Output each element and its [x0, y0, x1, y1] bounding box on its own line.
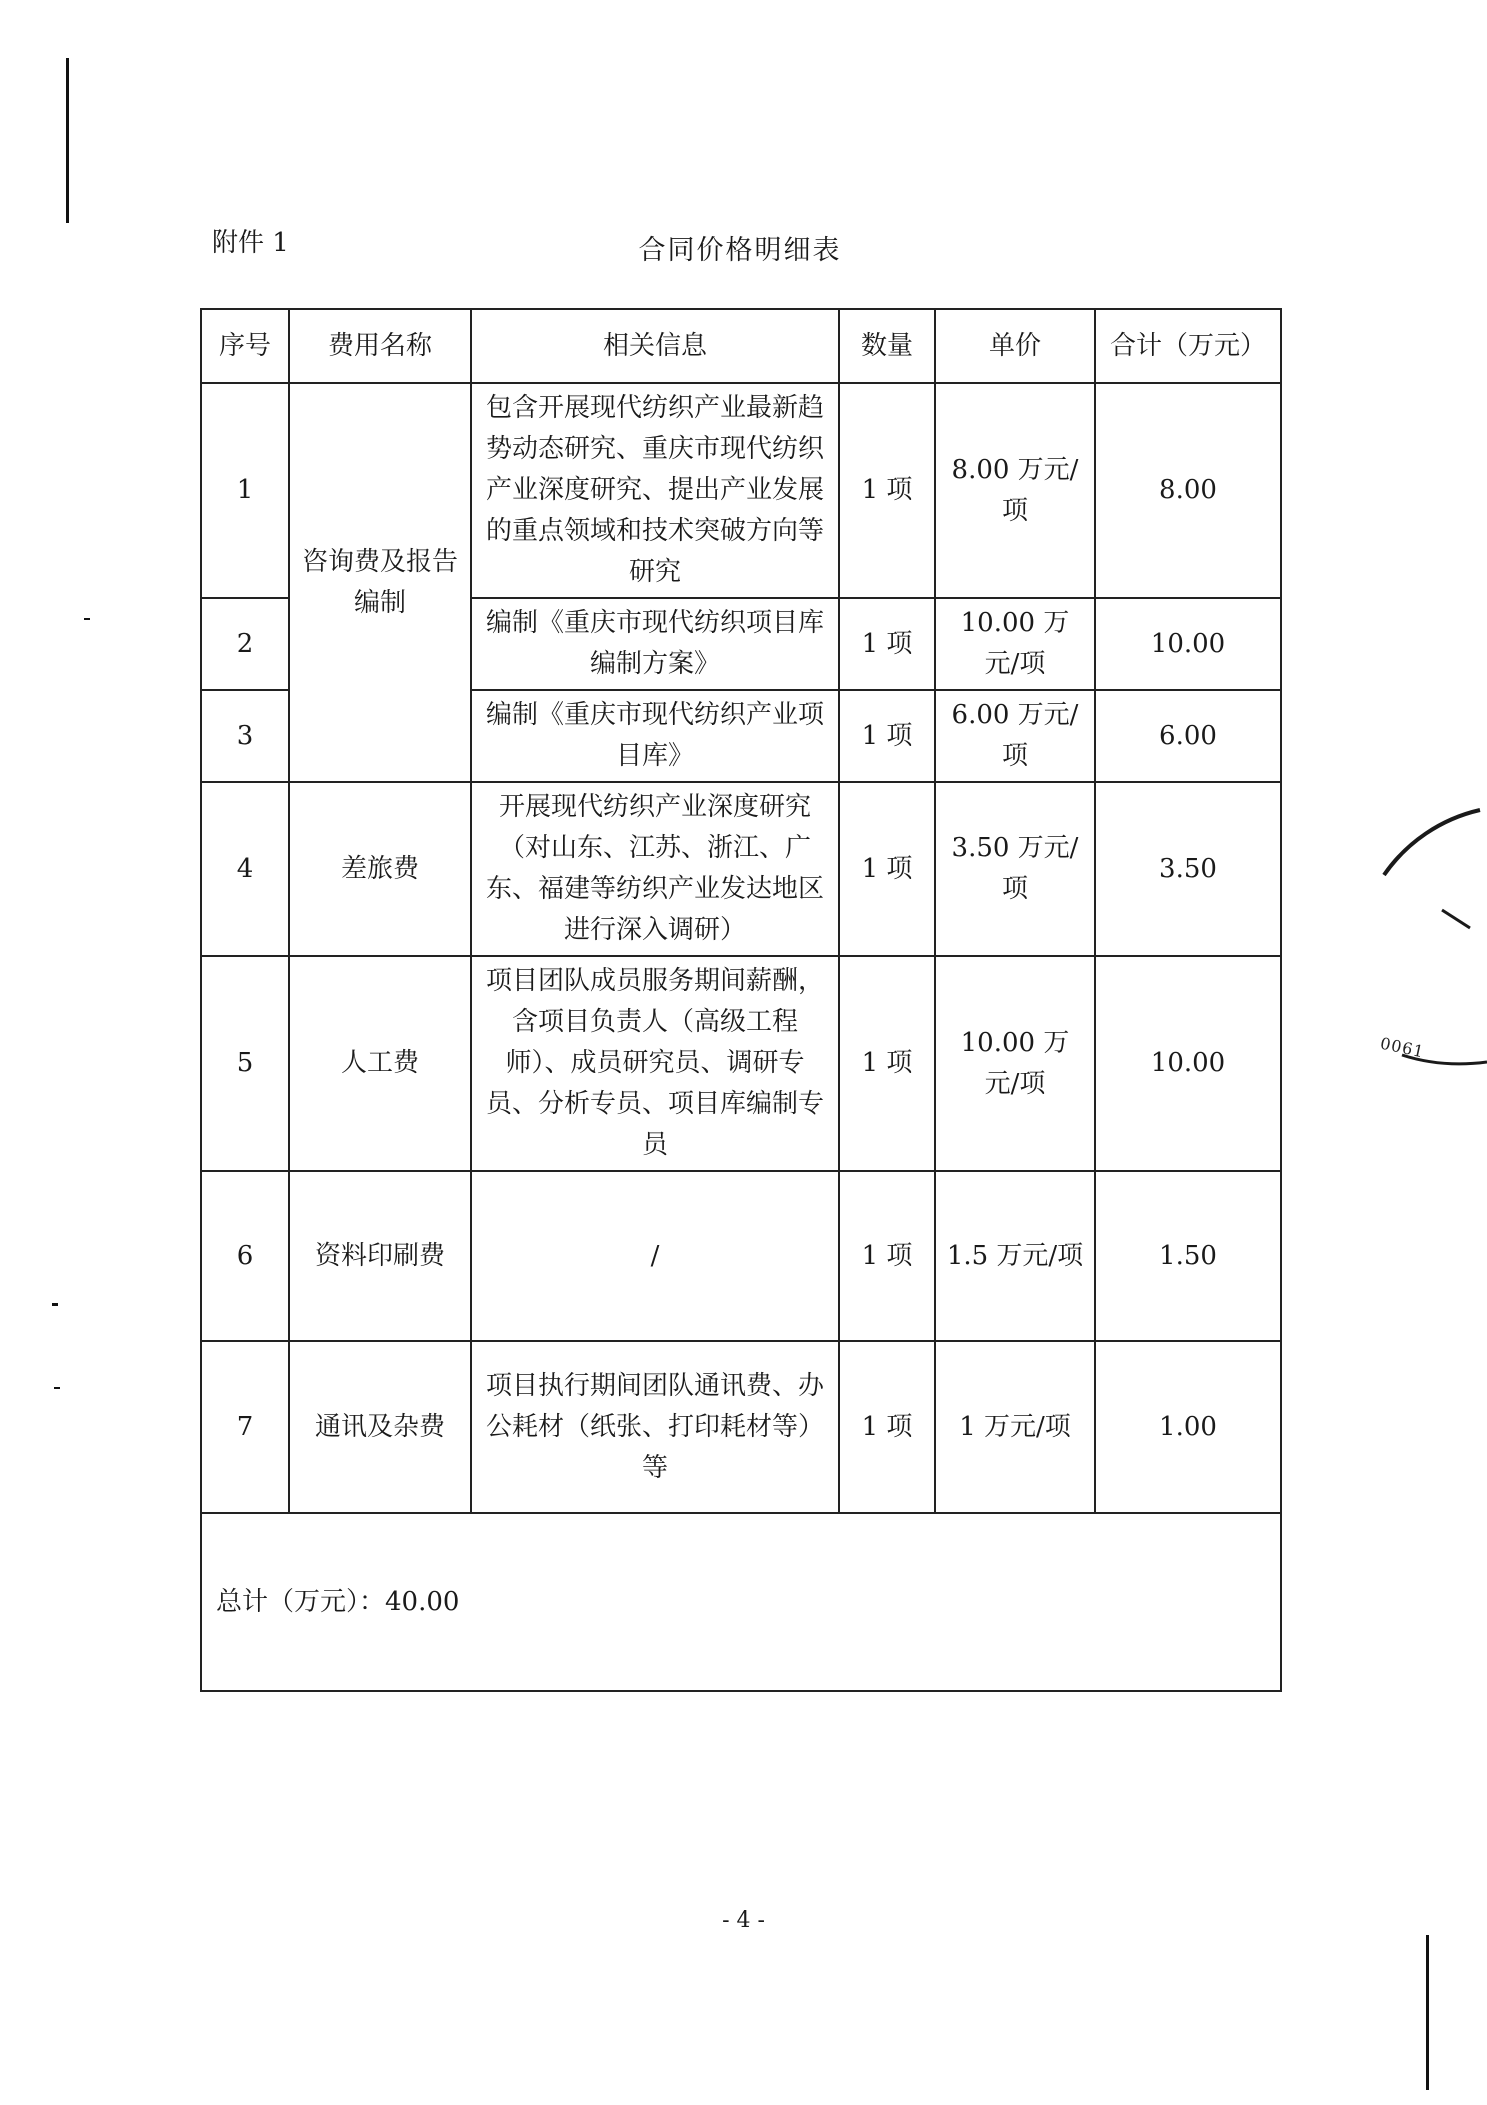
row-total: 8.00 — [1095, 383, 1281, 598]
row-info: 开展现代纺织产业深度研究（对山东、江苏、浙江、广东、福建等纺织产业发达地区进行深入调研） — [471, 782, 839, 956]
scan-edge-mark-bottom — [1426, 1935, 1429, 2090]
header-info: 相关信息 — [471, 309, 839, 383]
official-seal-fragment — [1372, 800, 1487, 1090]
row-unit-price: 6.00 万元/项 — [935, 690, 1095, 782]
table-row — [201, 782, 1281, 956]
row-quantity: 1 项 — [839, 1341, 935, 1513]
row-quantity: 1 项 — [839, 1171, 935, 1341]
scan-edge-mark-top — [66, 58, 69, 223]
row-unit-price: 3.50 万元/项 — [935, 782, 1095, 956]
row-total: 3.50 — [1095, 782, 1281, 956]
attachment-label: 附件 1 — [212, 228, 289, 258]
row-quantity: 1 项 — [839, 690, 935, 782]
row-unit-price: 1.5 万元/项 — [935, 1171, 1095, 1341]
header-total: 合计（万元） — [1095, 309, 1281, 383]
row-no: 3 — [201, 690, 289, 782]
grand-total-row — [201, 1513, 1281, 1691]
row-total: 6.00 — [1095, 690, 1281, 782]
grand-total: 总计（万元）：40.00 — [201, 1513, 1281, 1691]
row-quantity: 1 项 — [839, 598, 935, 690]
row-info: 编制《重庆市现代纺织项目库编制方案》 — [471, 598, 839, 690]
row-fee-name: 资料印刷费 — [289, 1171, 471, 1341]
seal-number: 0061 — [1378, 1033, 1427, 1062]
price-detail-table — [200, 308, 1282, 1692]
scan-dot — [54, 1387, 60, 1389]
row-fee-name: 人工费 — [289, 956, 471, 1171]
scan-dot — [84, 618, 90, 620]
table-row — [201, 956, 1281, 1171]
row-fee-name: 通讯及杂费 — [289, 1341, 471, 1513]
scan-dot — [52, 1303, 58, 1306]
table-row — [201, 1341, 1281, 1513]
page-title: 合同价格明细表 — [638, 235, 842, 266]
header-no: 序号 — [201, 309, 289, 383]
row-unit-price: 10.00 万元/项 — [935, 956, 1095, 1171]
row-total: 10.00 — [1095, 956, 1281, 1171]
row-info: 项目团队成员服务期间薪酬，含项目负责人（高级工程师）、成员研究员、调研专员、分析专员、项目库编制专员 — [471, 956, 839, 1171]
row-no: 6 — [201, 1171, 289, 1341]
row-total: 10.00 — [1095, 598, 1281, 690]
header-quantity: 数量 — [839, 309, 935, 383]
row-quantity: 1 项 — [839, 956, 935, 1171]
row-total: 1.00 — [1095, 1341, 1281, 1513]
row-unit-price: 10.00 万元/项 — [935, 598, 1095, 690]
row-fee-name: 差旅费 — [289, 782, 471, 956]
row-info: 包含开展现代纺织产业最新趋势动态研究、重庆市现代纺织产业深度研究、提出产业发展的重点领域和技术突破方向等研究 — [471, 383, 839, 598]
row-unit-price: 1 万元/项 — [935, 1341, 1095, 1513]
row-fee-name: 咨询费及报告编制 — [289, 383, 471, 782]
row-quantity: 1 项 — [839, 782, 935, 956]
header-unit-price: 单价 — [935, 309, 1095, 383]
row-no: 5 — [201, 956, 289, 1171]
row-total: 1.50 — [1095, 1171, 1281, 1341]
page-number: - 4 - — [722, 1908, 765, 1933]
row-quantity: 1 项 — [839, 383, 935, 598]
row-no: 2 — [201, 598, 289, 690]
header-fee-name: 费用名称 — [289, 309, 471, 383]
table-header-row — [201, 309, 1281, 383]
row-info: 编制《重庆市现代纺织产业项目库》 — [471, 690, 839, 782]
row-no: 1 — [201, 383, 289, 598]
row-unit-price: 8.00 万元/项 — [935, 383, 1095, 598]
row-no: 7 — [201, 1341, 289, 1513]
table-row — [201, 1171, 1281, 1341]
row-no: 4 — [201, 782, 289, 956]
table-row — [201, 383, 1281, 598]
row-info: / — [471, 1171, 839, 1341]
row-info: 项目执行期间团队通讯费、办公耗材（纸张、打印耗材等）等 — [471, 1341, 839, 1513]
